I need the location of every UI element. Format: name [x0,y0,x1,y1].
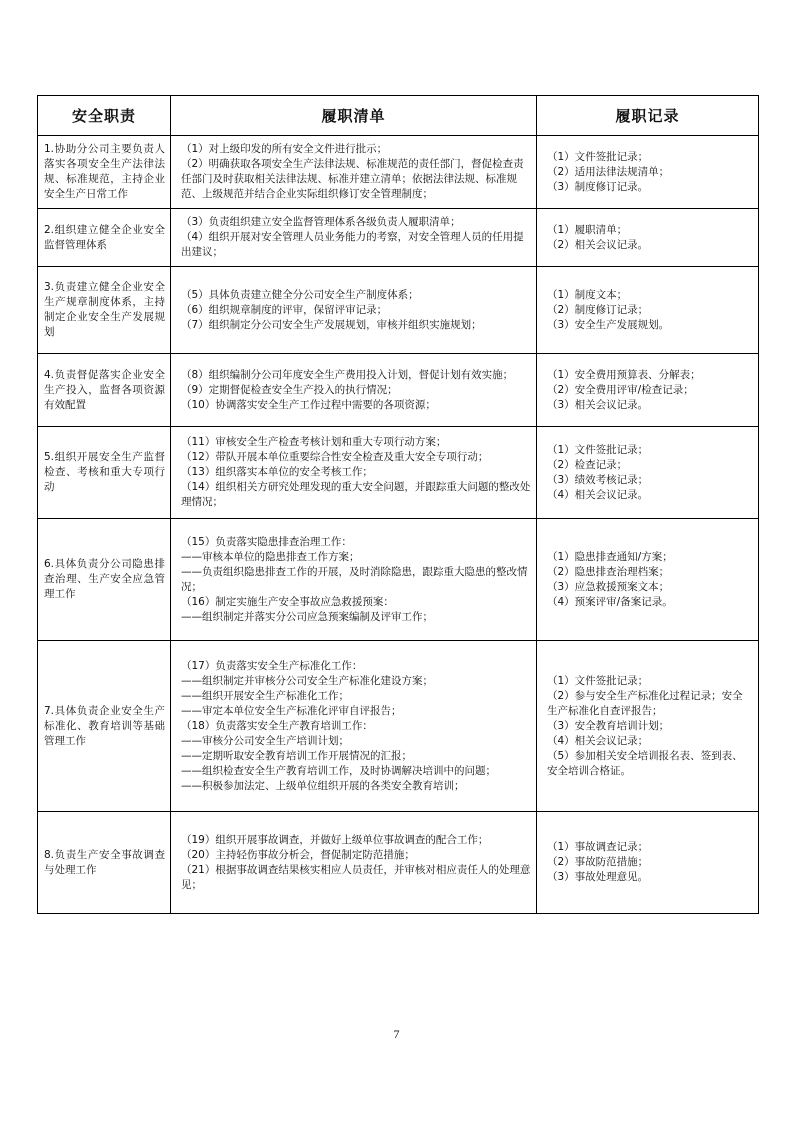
list-cell [171,641,537,812]
header-list: 履职清单 [171,96,537,136]
duty-cell [38,519,171,641]
list-text: （15）负责落实隐患排查治理工作： ——审核本单位的隐患排查工作方案； ——负责组织隐患排查工作的开展，及时消除隐患，跟踪重大隐患的整改情况； （16）制定实施生产安全事故应急救援预案： ——组织制定并落实分公司应急预案编制及评审工作； [181,535,528,623]
duty-cell [38,267,171,354]
table-row [38,427,759,519]
duty-cell [38,136,171,209]
table-row [38,136,759,209]
list-cell [171,267,537,354]
duty-table [37,95,759,914]
duty-cell [38,812,171,914]
duty-text: 7.具体负责企业安全生产标准化、教育培训等基础管理工作 [44,704,165,747]
list-text: （5）具体负责建立健全分公司安全生产制度体系； （6）组织规章制度的评审，保留评审记录； （7）组织制定分公司安全生产发展规划，审核并组织实施规划； [181,288,482,331]
table-row [38,354,759,427]
table-row [38,812,759,914]
duty-text: 5.组织开展安全生产监督检查、考核和重大专项行动 [44,451,165,493]
record-cell [537,209,759,267]
duty-text: 6.具体负责分公司隐患排查治理、生产安全应急管理工作 [44,558,165,600]
list-text: （3）负责组织建立安全监督管理体系各级负责人履职清单； （4）组织开展对安全管理人员业务能力的考察，对安全管理人员的任用提出建议； [181,216,524,258]
header-duty: 安全职责 [38,96,171,136]
duty-text: 8.负责生产安全事故调查与处理工作 [44,848,165,876]
list-text: （1）对上级印发的所有安全文件进行批示； （2）明确获取各项安全生产法律法规、标准规范的责任部门，督促检查责任部门及时获取相关法律法规、标准并建立清单；依据法律法规、标准规范、上级规范并结合企业实际组织修订安全管理制度； [181,143,524,200]
table-row [38,641,759,812]
list-cell [171,427,537,519]
list-cell [171,354,537,427]
record-text: （1）隐患排查通知/方案； （2）隐患排查治理档案； （3）应急救援预案文本； （4）预案评审/备案记录。 [547,550,673,608]
record-text: （1）事故调查记录； （2）事故防范措施； （3）事故处理意见。 [547,841,649,883]
record-cell [537,427,759,519]
duty-cell [38,209,171,267]
record-cell [537,354,759,427]
list-text: （19）组织开展事故调查，并做好上级单位事故调查的配合工作； （20）主持轻伤事故分析会，督促制定防范措施； （21）根据事故调查结果核实相应人员责任，并审核对相应责任人的处理意见； [181,833,531,891]
table-row [38,209,759,267]
record-text: （1）文件签批记录； （2）参与安全生产标准化过程记录；安全生产标准化自查评报告； （3）安全教育培训计划； （4）相关会议记录； （5）参加相关安全培训报名表、签到表、安全培训合格证。 [547,674,743,777]
list-text: （17）负责落实安全生产标准化工作： ——组织制定并审核分公司安全生产标准化建设方案； ——组织开展安全生产标准化工作； ——审定本单位安全生产标准化评审自评报告； （18）负责落实安全生产教育培训工作： ——审核分公司安全生产培训计划； ——定期听取安全教育培训工作开展情况的汇报； ——组织检查安全生产教育培训工作，及时协调解决培训中的问题； ——积极参加法定、上级单位组织开展的各类安全教育培训； [181,659,496,792]
header-record: 履职记录 [537,96,759,136]
list-text: （8）组织编制分公司年度安全生产费用投入计划，督促计划有效实施； （9）定期督促检查安全生产投入的执行情况； （10）协调落实安全生产工作过程中需要的各项资源； [181,368,514,411]
duty-cell [38,641,171,812]
duty-cell [38,427,171,519]
list-text: （11）审核安全生产检查考核计划和重大专项行动方案； （12）带队开展本单位重要综合性安全检查及重大安全专项行动； （13）组织落实本单位的安全考核工作； （14）组织相关方研究处理发现的重大安全问题，并跟踪重大问题的整改处理情况； [181,436,531,508]
list-cell [171,209,537,267]
record-cell [537,519,759,641]
table-row [38,267,759,354]
record-cell [537,641,759,812]
duty-text: 2.组织建立健全企业安全监督管理体系 [44,223,165,251]
list-cell [171,519,537,641]
list-cell [171,812,537,914]
record-cell [537,136,759,209]
duty-cell [38,354,171,427]
record-cell [537,812,759,914]
record-text: （1）安全费用预算表、分解表； （2）安全费用评审/检查记录； （3）相关会议记录。 [547,368,701,411]
duty-text: 1.协助分公司主要负责人落实各项安全生产法律法规、标准规范，主持企业安全生产日常工作 [44,143,165,200]
table-header-row [38,96,759,136]
list-cell [171,136,537,209]
record-text: （1）文件签批记录； （2）检查记录； （3）绩效考核记录； （4）相关会议记录。 [547,443,649,501]
duty-text: 4.负责督促落实企业安全生产投入，监督各项资源有效配置 [44,368,165,411]
record-text: （1）制度文本； （2）制度修订记录； （3）安全生产发展规划。 [547,288,670,331]
table-row [38,519,759,641]
record-cell [537,267,759,354]
page-number: 7 [393,1027,400,1041]
record-text: （1）文件签批记录； （2）适用法律法规清单； （3）制度修订记录。 [547,150,670,193]
duty-text: 3.负责建立健全企业安全生产规章制度体系，主持制定企业安全生产发展规划 [44,281,165,338]
record-text: （1）履职清单； （2）相关会议记录。 [547,223,649,251]
